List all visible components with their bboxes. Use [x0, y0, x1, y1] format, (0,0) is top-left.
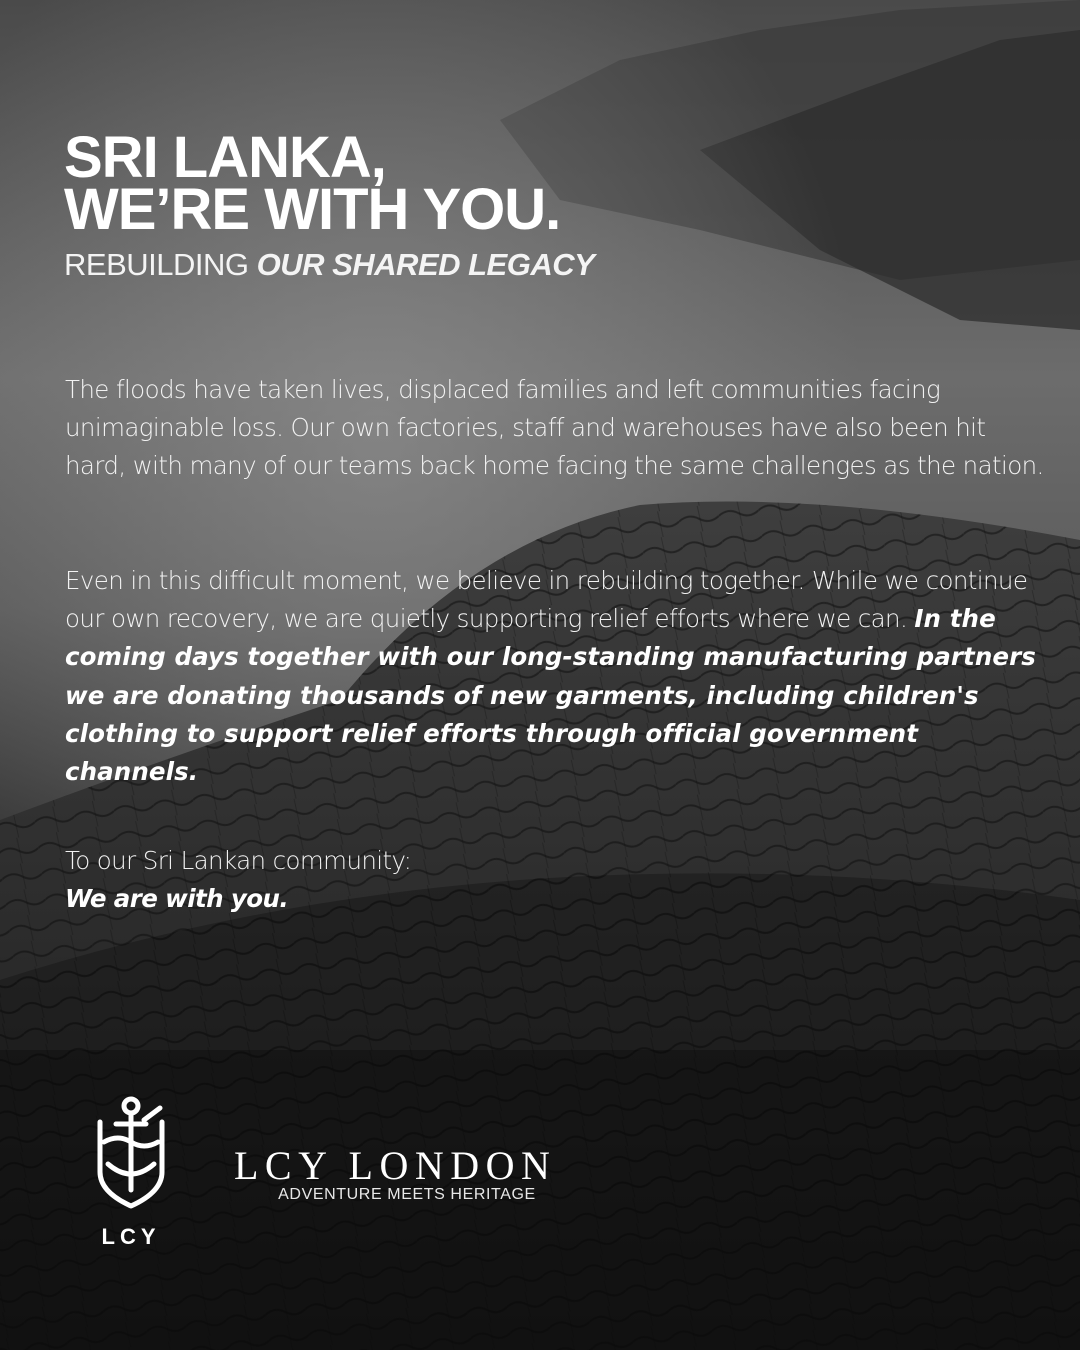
- closing-line-2: We are with you.: [65, 884, 289, 914]
- subheadline-emphasis: OUR SHARED LEGACY: [256, 247, 595, 282]
- headline-line-2: WE’RE WITH YOU.: [64, 177, 561, 242]
- paragraph-rebuilding: [65, 562, 1045, 791]
- closing-message: [65, 842, 1045, 918]
- headline-line-1: SRI LANKA,: [64, 125, 386, 190]
- closing-line-1: To our Sri Lankan community:: [65, 846, 412, 875]
- brand-tagline: ADVENTURE MEETS HERITAGE: [278, 1186, 536, 1203]
- subheadline: [64, 246, 594, 284]
- paragraph-rebuilding-emphasis: In the coming days together with our long-standing manufacturing partners we are donating thousands of new garments, including children's clothing to support relief efforts through official government channels.: [65, 604, 1036, 787]
- brand-name: LCY LONDON: [234, 1143, 557, 1188]
- subheadline-prefix: REBUILDING: [64, 247, 257, 282]
- logo-mark: LCY: [101, 1224, 161, 1249]
- paragraph-rebuilding-text: Even in this difficult moment, we believe in rebuilding together. While we continue our own recovery, we are quietly supporting relief efforts where we can.: [65, 566, 1028, 634]
- headline: [64, 125, 561, 242]
- paragraph-floods: The floods have taken lives, displaced families and left communities facing unimaginable loss. Our own factories, staff and warehouses have also been hit hard, with many of our teams back home facing the same challenges as the nation.: [65, 375, 1044, 481]
